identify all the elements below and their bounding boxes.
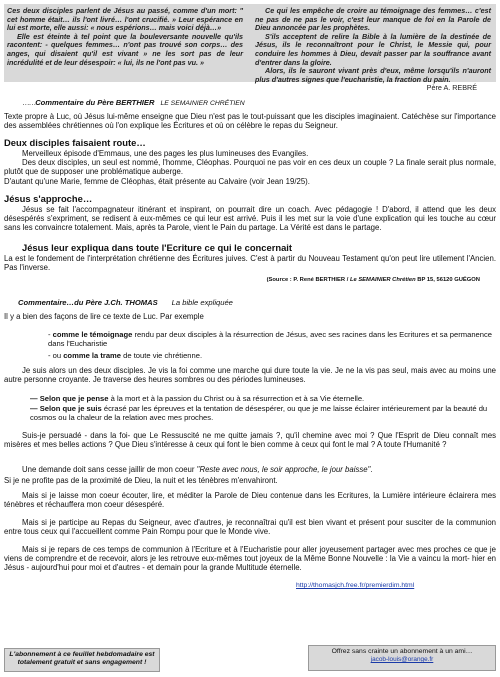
quote-box	[4, 4, 496, 93]
berthier-source	[267, 277, 480, 283]
section-title-approche: Jésus s'approche…	[4, 193, 93, 204]
thomas-paragraph: Si je ne profite pas de la proximité de Dieu, la nuit et les ténèbres m'envahiront.	[4, 476, 278, 485]
quote-right-paragraph: Ce qui les empêche de croire au témoignage des femmes… c'est ne pas de ne pas le voir, c'est leur manque de foi en la Parole de Dieu annoncée par les prophètes.	[255, 6, 491, 33]
section-title-disciples: Deux disciples faisaient route…	[4, 137, 146, 148]
footer-subscription-note: L'abonnement à ce feuillet hebdomadaire est totalement gratuit et sans engagement !	[4, 648, 160, 672]
reading-option-2-prefix: - ou	[48, 351, 64, 360]
quote-column-left	[7, 7, 243, 67]
source-suffix: BP 15, 56120 GUÉGON	[415, 277, 480, 283]
berthier-heading	[22, 98, 245, 107]
thomas-paragraph: Je suis alors un des deux disciples. Je vis la foi comme une marche qui dure toute la vie. Je ne la vis pas seul, mais avec au moins une autre personne croyante. Je traverse des heures sombres ou des périodes lumineuses.	[4, 366, 496, 385]
reading-option-2-bold: comme la trame	[63, 351, 122, 360]
source-book: Le SEMAINIER Chrétien	[349, 277, 416, 283]
disciples-paragraph: D'autant qu'une Marie, femme de Cléophas, était présente au Calvaire (voir Jean 19/25).	[4, 177, 310, 186]
thomas-heading-title: Commentaire…du Père J.Ch. THOMAS	[18, 298, 158, 307]
quote-left-paragraph: Ces deux disciples parlent de Jésus au passé, comme d'un mort: " cet homme était… ils l'ont livré… l'ont crucifié. » Leur espérance en lui est morte, elle aussi: « nous espérions… mais voici déjà…»	[7, 6, 243, 33]
dash-item-suis-text: écrasé par les épreuves et la tentation de désespérer, ou que je me laisse éclairer intérieurement par la beauté du cosmos ou la chaleur de la relation avec mes proches.	[30, 404, 488, 422]
footer-offer-box	[308, 645, 496, 671]
section-title-ecriture: Jésus leur expliqua dans toute l'Ecriture ce qui le concernait	[22, 242, 293, 253]
demand-text: Une demande doit sans cesse jaillir de mon coeur	[22, 465, 197, 474]
thomas-heading	[18, 298, 233, 307]
demand-end: .	[370, 465, 373, 474]
dash-item-pense-bold: — Selon que je pense	[30, 394, 109, 403]
reading-option-1-text: rendu par deux disciples à la résurrection de Jésus, avec ses racines dans les Ecritures et sa permanence dans l'Eucharistie	[48, 330, 493, 348]
thomas-paragraph: Mais si je repars de ces temps de communion à l'Ecriture et à l'Eucharistie pour aller joyeusement partager avec mes proches ce que je viens de comprendre et de recevoir, alors je les retrouve eux-mêmes tout joyeux de la Même Bonne Nouvelle : la Vie a vaincu la mort- hier en Jésus - aujourd'hui pour moi et d'autres - et demain pour la grande Multitude éternelle.	[4, 545, 496, 573]
berthier-heading-title: Commentaire du Père BERTHIER	[35, 98, 155, 107]
reading-option-1-bold: comme le témoignage	[52, 330, 133, 339]
approche-paragraph: Jésus se fait l'accompagnateur itinérant et inspirant, on pourrait dire un coach. Avec pédagogie ! D'abord, il attend que les deux désespérés s'expriment, se redisent à eux-mêmes ce qui leur est arrivé. Puis il les met sur la voie d'une explication qui les touche au cœur sans les convaincre totalement. Mais, après ta Parole, vient le Pain du partage. La Vérité est dans le partage.	[4, 205, 496, 233]
heading-dots: ……	[22, 98, 36, 107]
thomas-subtitle: La bible expliquée	[171, 298, 233, 307]
ecriture-paragraph: La est le fondement de l'interprétation chrétienne des Écritures juives. C'est à partir du Nouveau Testament qu'on peut lire utilement l'Ancien. Pas l'inverse.	[4, 254, 496, 273]
thomas-intro: Il y a bien des façons de lire ce texte de Luc. Par exemple	[4, 312, 204, 321]
thomas-demand	[4, 465, 496, 474]
footer-offer-text: Offrez sans crainte un abonnement à un ami…	[331, 648, 473, 655]
thomas-paragraph: Suis-je persuadé - dans la foi- que Le Ressuscité ne me quitte jamais ?, qu'il chemine avec moi ? Que l'Esprit de Dieu connaît mes misères et mes belles actions ? Que Dieu s'intéresse à ceux qui font le bien comme à ceux qui font le mal ? A toute l'Humanité ?	[4, 431, 496, 450]
dash-item-suis	[30, 404, 496, 422]
footer-email-link[interactable]: jacob-louis@orange.fr	[370, 656, 434, 663]
quote-column-right	[255, 7, 491, 93]
demand-quote: "Reste avec nous, le soir approche, le jour baisse"	[196, 465, 371, 474]
berthier-intro: Texte propre à Luc, où Jésus lui-même enseigne que Dieu n'est pas le tout-puissant que les disciples imaginaient. Catéchèse sur l'importance des assemblées chrétiennes où l'on explique les Écritures et où on célèbre le repas du Seigneur.	[4, 112, 496, 131]
quote-right-paragraph: S'ils acceptent de relire la Bible à la lumière de la destinée de Jésus, ils le reconnaîtront pour le Christ, le Messie qui, pour conduire les hommes à Dieu, devait passer par la souffrance avant d'entrer dans la gloire.	[255, 31, 491, 67]
thomas-link[interactable]: http://thomasjch.free.fr/premierdim.html	[296, 582, 415, 589]
reading-option-2-text: de toute vie chrétienne.	[121, 351, 203, 360]
dash-item-suis-bold: — Selon que je suis	[30, 404, 102, 413]
berthier-subtitle: LE SEMAINIER CHRÉTIEN	[160, 100, 245, 107]
dash-item-pense-text: à la mort et à la passion du Christ ou à sa résurrection et à sa Vie éternelle.	[108, 394, 365, 403]
thomas-paragraph: Mais si je participe au Repas du Seigneur, avec d'autres, je reconnaîtrai qu'il est bien vivant et présent pour susciter de la communion entre tous ceux qui l'accueillent comme Pain Rompu pour que le Monde vive.	[4, 518, 496, 537]
thomas-paragraph: Mais si je laisse mon coeur écouter, lire, et méditer la Parole de Dieu contenue dans les Ecritures, la Lumière intérieure éclairera mes ténèbres et réchauffera mon coeur désespéré.	[4, 491, 496, 510]
reading-option-1: - comme le témoignage rendu par deux disciples à la résurrection de Jésus, avec ses racines dans les Ecritures et sa permanence dans l'Eucharistie	[48, 330, 493, 348]
quote-right-paragraph: Alors, ils le sauront vivant près d'eux, même lorsqu'ils n'auront plus d'autres signes que l'eucharistie, la fraction du pain.	[255, 66, 491, 84]
dash-item-pense	[30, 394, 496, 403]
quote-signature: Père A. REBRÉ	[426, 83, 477, 93]
disciples-paragraph: Merveilleux épisode d'Emmaus, une des pages les plus lumineuses des Evangiles.	[22, 149, 309, 158]
reading-option-2	[48, 351, 496, 360]
disciples-paragraph: Des deux disciples, un seul est nommé, l'homme, Cléophas. Pourquoi ne pas voir en ces deux un couple ? La finale serait plus normale, plutôt que de supposer une problématique auberge.	[4, 158, 496, 177]
quote-left-paragraph: Elle est éteinte à tel point que la bouleversante nouvelle qu'ils racontent: - quelques femmes… n'ont pas trouvé son corps… des anges, qui disaient qu'il est vivant » ne les sort pas de leur incrédulité et de leur désespoir: « lui, ils ne l'ont pas vu. »	[7, 31, 243, 67]
source-prefix: (Source : P. René BERTHIER /	[266, 277, 349, 283]
